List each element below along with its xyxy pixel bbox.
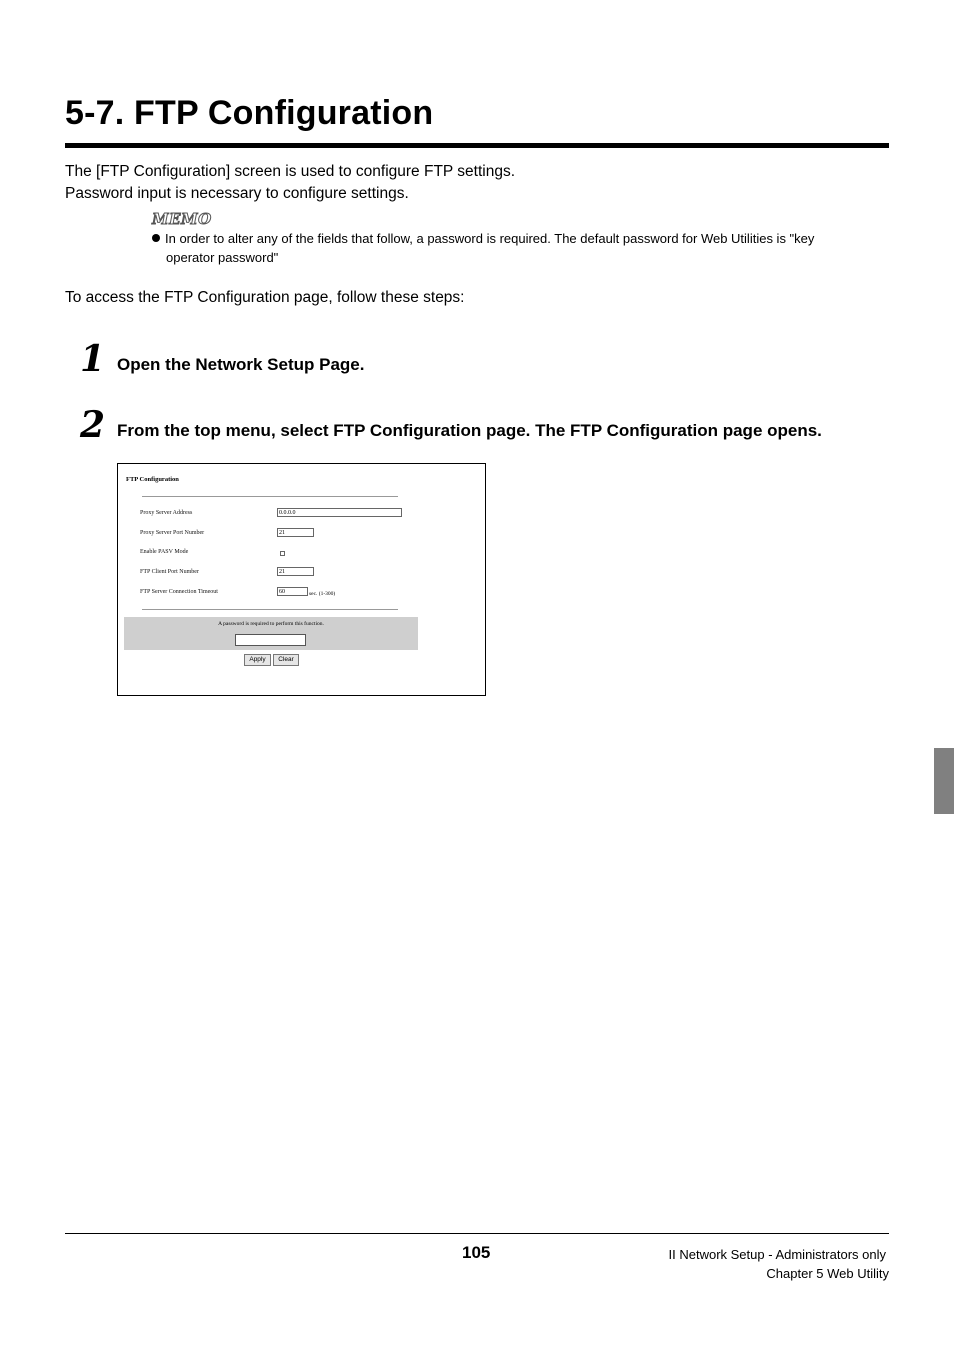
intro-line-2: Password input is necessary to configure settings. <box>65 185 409 202</box>
memo-line-1: In order to alter any of the fields that follow, a password is required. The default password for Web Utilities is "key <box>165 231 815 246</box>
chapter-thumb-tab <box>934 748 954 814</box>
access-instructions: To access the FTP Configuration page, follow these steps: <box>65 289 465 306</box>
intro-line-1: The [FTP Configuration] screen is used to configure FTP settings. <box>65 163 516 180</box>
proxy-address-label: Proxy Server Address <box>140 510 193 516</box>
page-number: 105 <box>462 1243 491 1262</box>
screenshot-bottom-rule <box>142 609 398 610</box>
clear-button[interactable]: Clear <box>273 654 299 666</box>
client-port-label: FTP Client Port Number <box>140 569 199 575</box>
proxy-port-label: Proxy Server Port Number <box>140 530 205 536</box>
step-number-1: 1 <box>80 338 106 380</box>
step-number-2: 2 <box>80 404 106 446</box>
password-input[interactable] <box>235 634 306 646</box>
footer-section: II Network Setup - Administrators only <box>668 1247 886 1262</box>
proxy-port-input[interactable]: 21 <box>277 528 314 537</box>
ftp-configuration-screenshot <box>117 463 486 696</box>
page-title: 5-7. FTP Configuration <box>65 94 434 132</box>
proxy-address-input[interactable]: 0.0.0.0 <box>277 508 402 517</box>
footer-chapter: Chapter 5 Web Utility <box>766 1266 889 1281</box>
screenshot-title: FTP Configuration <box>126 476 179 483</box>
memo-label: MEMO <box>152 210 212 228</box>
footer-rule <box>65 1233 889 1234</box>
memo-note <box>152 229 889 267</box>
memo-line-2: operator password" <box>166 250 279 265</box>
pasv-mode-label: Enable PASV Mode <box>140 549 189 555</box>
connection-timeout-input[interactable]: 60 <box>277 587 308 596</box>
screenshot-top-rule <box>142 496 398 497</box>
timeout-range-text: sec. (1-300) <box>309 591 336 597</box>
connection-timeout-label: FTP Server Connection Timeout <box>140 589 218 595</box>
client-port-input[interactable]: 21 <box>277 567 314 576</box>
password-prompt: A password is required to perform this function. <box>218 621 324 627</box>
step-text-2: From the top menu, select FTP Configuration page. The FTP Configuration page opens. <box>117 421 822 440</box>
bullet-icon <box>152 234 160 242</box>
apply-button[interactable]: Apply <box>244 654 271 666</box>
title-rule <box>65 143 889 148</box>
pasv-mode-checkbox[interactable] <box>280 551 285 556</box>
step-text-1: Open the Network Setup Page. <box>117 355 365 374</box>
